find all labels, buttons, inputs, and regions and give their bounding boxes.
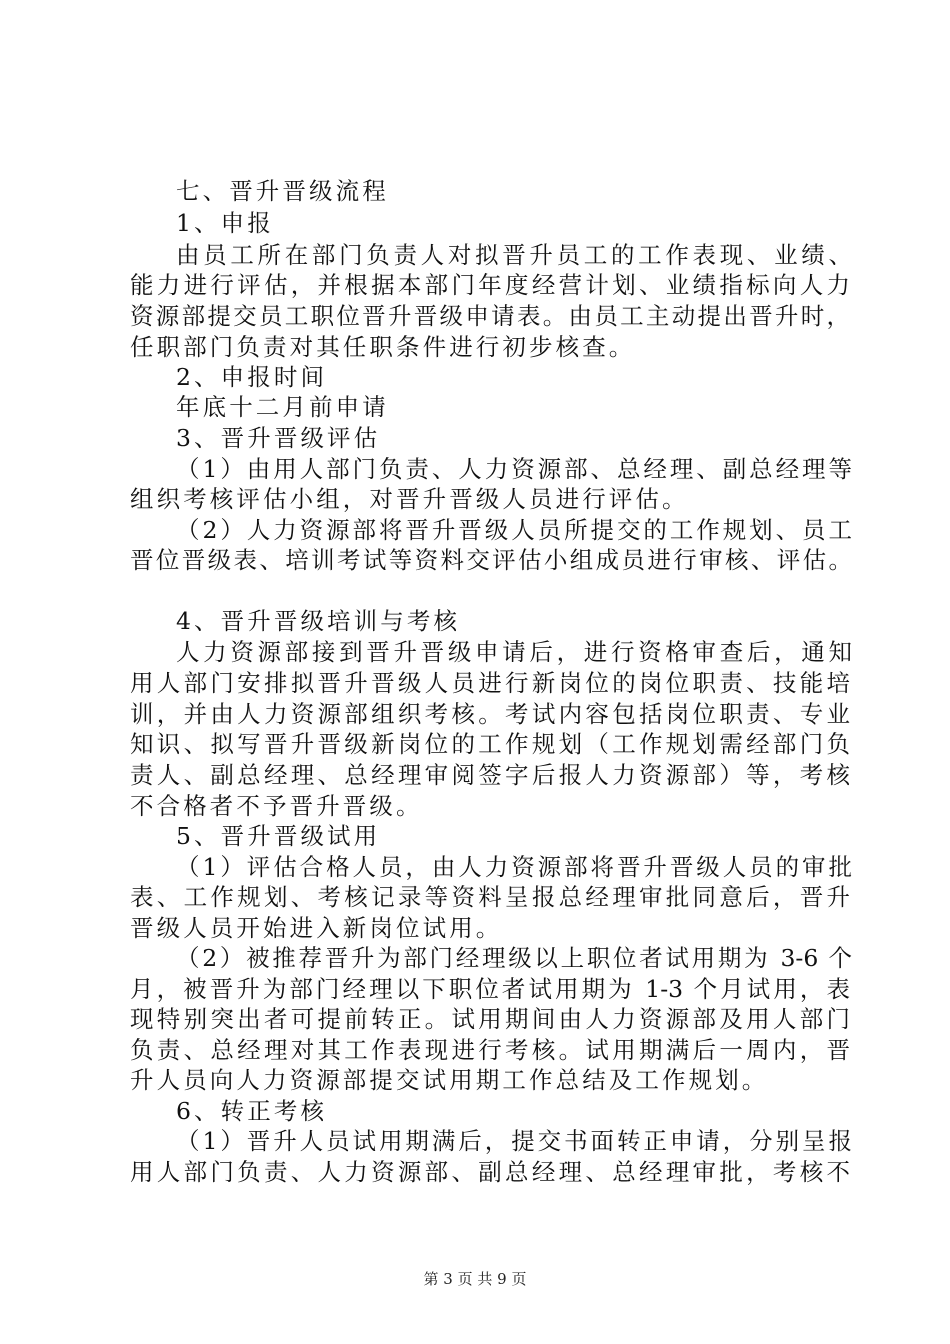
paragraph-line: 月，被晋升为部门经理以下职位者试用期为 1-3 个月试用，表 xyxy=(130,975,850,1003)
paragraph-line: （1）由用人部门负责、人力资源部、总经理、副总经理等 xyxy=(176,455,852,483)
paragraph-line: 能力进行评估，并根据本部门年度经营计划、业绩指标向人力 xyxy=(130,271,850,299)
subheading: 3、晋升晋级评估 xyxy=(176,424,381,452)
page-footer: 第 3 页 共 9 页 xyxy=(423,1270,527,1288)
subheading: 1、申报 xyxy=(176,209,274,237)
paragraph-line: （2）被推荐晋升为部门经理级以上职位者试用期为 3-6 个 xyxy=(176,944,852,972)
paragraph-line: （1）评估合格人员，由人力资源部将晋升晋级人员的审批 xyxy=(176,853,852,881)
paragraph-line: 组织考核评估小组，对晋升晋级人员进行评估。 xyxy=(130,485,689,513)
paragraph-line: 升人员向人力资源部提交试用期工作总结及工作规划。 xyxy=(130,1066,769,1094)
paragraph-line: 人力资源部接到晋升晋级申请后，进行资格审查后，通知 xyxy=(176,638,852,666)
paragraph-line: 训，并由人力资源部组织考核。考试内容包括岗位职责、专业 xyxy=(130,700,850,728)
paragraph-line: 年底十二月前申请 xyxy=(176,393,389,421)
subheading: 6、转正考核 xyxy=(176,1097,328,1125)
paragraph-line: 责人、副总经理、总经理审阅签字后报人力资源部）等，考核 xyxy=(130,761,850,789)
section-heading: 七、晋升晋级流程 xyxy=(176,177,389,205)
subheading: 5、晋升晋级试用 xyxy=(176,822,381,850)
paragraph-line: 资源部提交员工职位晋升晋级申请表。由员工主动提出晋升时， xyxy=(130,302,850,330)
paragraph-line: 任职部门负责对其任职条件进行初步核查。 xyxy=(130,333,636,361)
paragraph-line: 不合格者不予晋升晋级。 xyxy=(130,792,423,820)
paragraph-line: （1）晋升人员试用期满后，提交书面转正申请，分别呈报 xyxy=(176,1127,852,1155)
subheading: 2、申报时间 xyxy=(176,363,328,391)
paragraph-line: 表、工作规划、考核记录等资料呈报总经理审批同意后，晋升 xyxy=(130,883,850,911)
paragraph-line: 用人部门安排拟晋升晋级人员进行新岗位的岗位职责、技能培 xyxy=(130,669,850,697)
subheading: 4、晋升晋级培训与考核 xyxy=(176,607,461,635)
paragraph-line: （2）人力资源部将晋升晋级人员所提交的工作规划、员工 xyxy=(176,516,852,544)
paragraph-line: 用人部门负责、人力资源部、副总经理、总经理审批，考核不 xyxy=(130,1158,850,1186)
paragraph-line: 晋级人员开始进入新岗位试用。 xyxy=(130,914,503,942)
paragraph-line: 由员工所在部门负责人对拟晋升员工的工作表现、业绩、 xyxy=(176,241,852,269)
paragraph-line: 知识、拟写晋升晋级新岗位的工作规划（工作规划需经部门负 xyxy=(130,730,850,758)
paragraph-line: 晋位晋级表、培训考试等资料交评估小组成员进行审核、评估。 xyxy=(130,546,852,574)
paragraph-line: 负责、总经理对其工作表现进行考核。试用期满后一周内，晋 xyxy=(130,1036,850,1064)
paragraph-line: 现特别突出者可提前转正。试用期间由人力资源部及用人部门 xyxy=(130,1005,850,1033)
